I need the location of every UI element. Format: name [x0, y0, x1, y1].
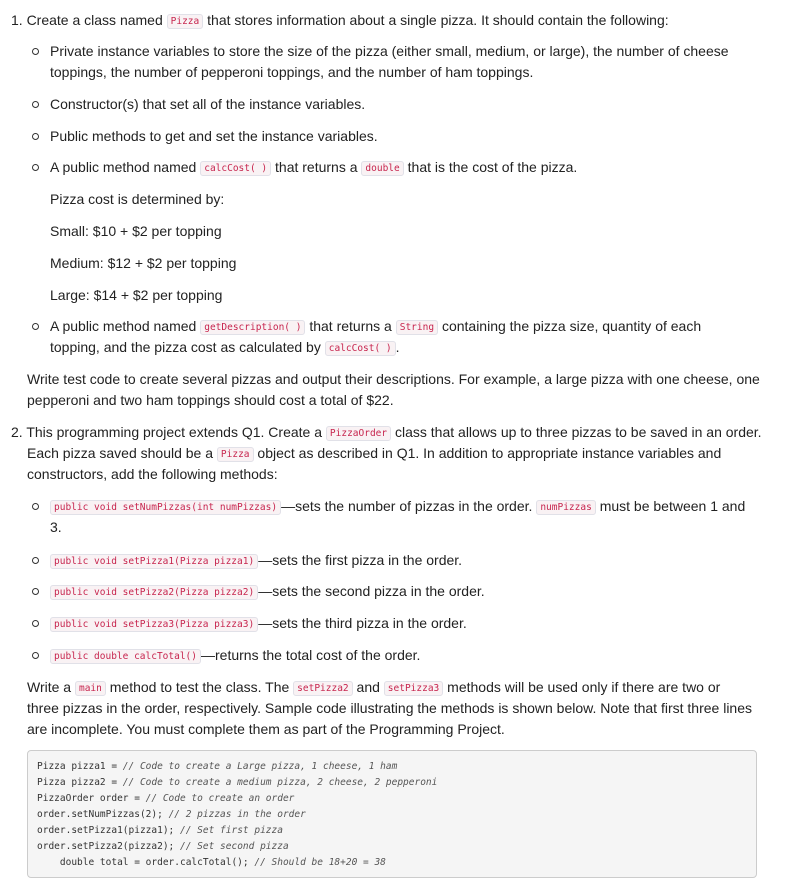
inline-code: setPizza2 [293, 681, 352, 696]
inline-code: main [75, 681, 106, 696]
q2-method-2: public void setPizza1(Pizza pizza1) —sets the first pizza in the order. [50, 550, 462, 572]
bullet-circle-icon [32, 101, 39, 108]
inline-code: setPizza3 [384, 681, 443, 696]
q1-intro: 1. Create a class named Pizza that stores information about a single pizza. It should contain the following: [11, 12, 669, 28]
q1-bullet-3: Public methods to get and set the instance variables. [50, 128, 378, 144]
q1-bullet-4: A public method named calcCost( ) that returns a double that is the cost of the pizza. [50, 159, 578, 175]
inline-code: getDescription( ) [200, 320, 305, 335]
q1-test-line-2: pepperoni and two ham toppings should cost a total of $22. [27, 392, 394, 408]
q2-main-line-2: three pizzas in the order, respectively. Sample code illustrating the methods is shown below. Note that first three lines [27, 700, 752, 716]
inline-code: public void setPizza3(Pizza pizza3) [50, 617, 258, 632]
inline-code: calcCost( ) [325, 341, 396, 356]
inline-code: PizzaOrder [326, 426, 391, 441]
inline-code: public void setNumPizzas(int numPizzas) [50, 500, 281, 515]
code-line: order.setPizza1(pizza1); // Set first pizza [37, 825, 283, 836]
cost-small: Small: $10 + $2 per topping [50, 223, 222, 239]
q2-main-line-1: Write a main method to test the class. The setPizza2 and setPizza3 methods will be used only if there are two or [27, 679, 721, 695]
q2-intro-line-3: constructors, add the following methods: [27, 466, 278, 482]
inline-code: double [361, 161, 403, 176]
q1-bullet-1-line-1: Private instance variables to store the size of the pizza (either small, medium, or large), the number of cheese [50, 43, 729, 59]
bullet-circle-icon [32, 620, 39, 627]
inline-code: numPizzas [536, 500, 595, 515]
q2-main-line-3: are incomplete. You must complete them as part of the Programming Project. [27, 721, 505, 737]
bullet-circle-icon [32, 164, 39, 171]
inline-code: public double calcTotal() [50, 649, 201, 664]
code-line: Pizza pizza2 = // Code to create a medium pizza, 2 cheese, 2 pepperoni [37, 777, 438, 788]
cost-large: Large: $14 + $2 per topping [50, 287, 223, 303]
inline-code: Pizza [167, 14, 204, 29]
q1-bullet-1-line-2: toppings, the number of pepperoni toppings, and the number of ham toppings. [50, 64, 534, 80]
q2-method-3: public void setPizza2(Pizza pizza2) —sets the second pizza in the order. [50, 581, 485, 603]
q1-bullet-2: Constructor(s) that set all of the instance variables. [50, 96, 366, 112]
code-line: order.setPizza2(pizza2); // Set second pizza [37, 841, 289, 852]
code-line: order.setNumPizzas(2); // 2 pizzas in the order [37, 809, 306, 820]
q1-bullet-5-line-2: topping, and the pizza cost as calculated by calcCost( ) . [50, 339, 400, 355]
bullet-circle-icon [32, 652, 39, 659]
q2-method-4: public void setPizza3(Pizza pizza3) —sets the third pizza in the order. [50, 613, 467, 635]
q1-test-line-1: Write test code to create several pizzas and output their descriptions. For example, a large pizza with one cheese, one [27, 371, 760, 387]
q2-method-5: public double calcTotal() —returns the total cost of the order. [50, 645, 420, 667]
q2-intro: 2. This programming project extends Q1. Create a PizzaOrder class that allows up to three pizzas to be saved in an order. [11, 424, 762, 440]
q2-intro-line-2: Each pizza saved should be a Pizza object as described in Q1. In addition to appropriate instance variables and [27, 445, 722, 461]
code-line: Pizza pizza1 = // Code to create a Large pizza, 1 cheese, 1 ham [37, 761, 398, 772]
inline-code: String [396, 320, 438, 335]
code-line: PizzaOrder order = // Code to create an order [37, 793, 295, 804]
code-sample-block [27, 750, 757, 878]
bullet-circle-icon [32, 588, 39, 595]
inline-code: calcCost( ) [200, 161, 271, 176]
inline-code: public void setPizza2(Pizza pizza2) [50, 585, 258, 600]
cost-medium: Medium: $12 + $2 per topping [50, 255, 237, 271]
code-line: double total = order.calcTotal(); // Should be 18+20 = 38 [37, 857, 386, 868]
q2-method-1: public void setNumPizzas(int numPizzas) —sets the number of pizzas in the order. numPizzas must be between 1 and [50, 496, 745, 518]
bullet-circle-icon [32, 323, 39, 330]
inline-code: Pizza [217, 447, 254, 462]
bullet-circle-icon [32, 48, 39, 55]
bullet-circle-icon [32, 503, 39, 510]
q2-method-1-line-2: 3. [50, 519, 62, 535]
inline-code: public void setPizza1(Pizza pizza1) [50, 554, 258, 569]
q1-bullet-5-line-1: A public method named getDescription( ) that returns a String containing the pizza size, quantity of each [50, 318, 702, 334]
bullet-circle-icon [32, 133, 39, 140]
bullet-circle-icon [32, 557, 39, 564]
cost-intro: Pizza cost is determined by: [50, 191, 225, 207]
